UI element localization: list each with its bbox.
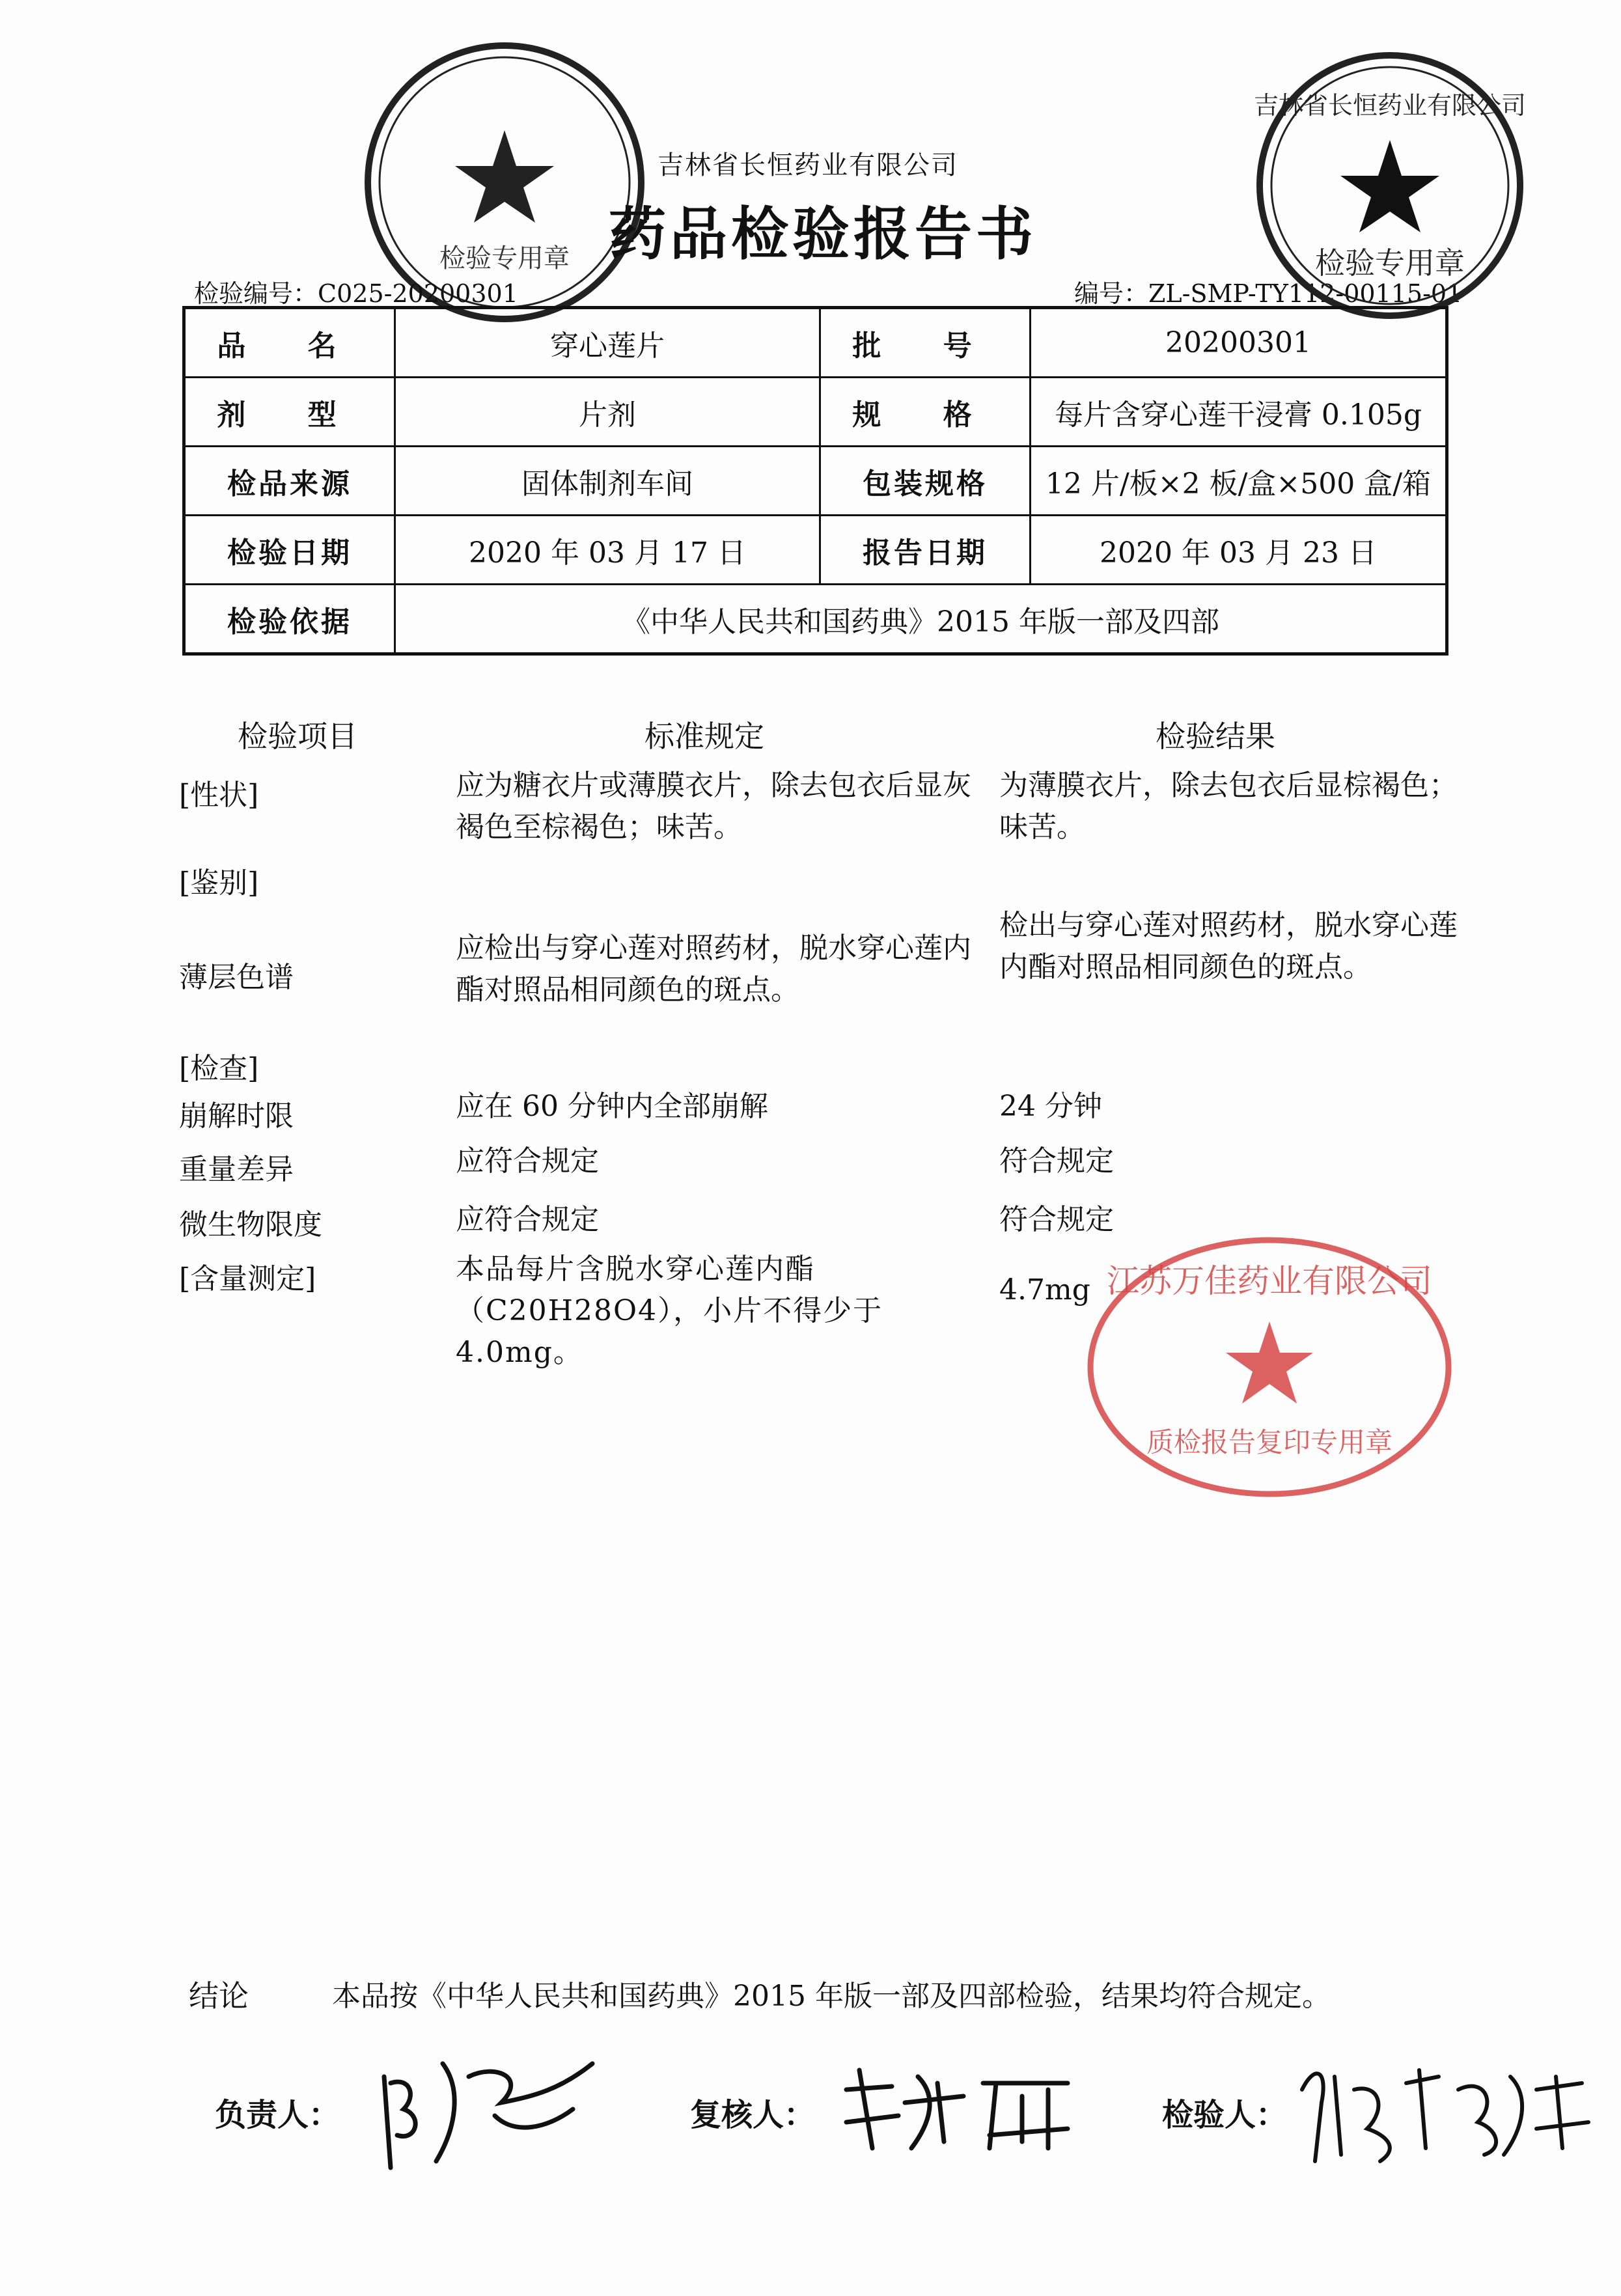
result-item: 薄层色谱 — [179, 961, 294, 994]
result-standard: 本品每片含脱水穿心莲内酯（C20H28O4），小片不得少于 4.0mg。 — [456, 1252, 883, 1369]
spec-value: 每片含穿心莲干浸膏 0.105g — [1031, 378, 1447, 447]
svg-text:检验专用章: 检验专用章 — [1315, 245, 1465, 281]
table-row — [184, 378, 1447, 447]
reviewer-label: 复核人： — [690, 2097, 816, 2133]
package-value: 12 片/板×2 板/盒×500 盒/箱 — [1031, 447, 1447, 516]
source-value: 固体制剂车间 — [395, 447, 820, 516]
basis-value: 《中华人民共和国药典》2015 年版一部及四部 — [395, 585, 1447, 654]
source-label: 检品来源 — [184, 447, 395, 516]
result-standard: 应符合规定 — [456, 1144, 599, 1178]
column-header-item: 检验项目 — [238, 719, 357, 754]
report-date-label: 报告日期 — [820, 516, 1031, 585]
reviewer-signature — [833, 2057, 1081, 2161]
inspection-number-label: 检验编号： — [194, 279, 318, 308]
svg-text:吉林省长恒药业有限公司: 吉林省长恒药业有限公司 — [1253, 91, 1527, 120]
result-standard: 应符合规定 — [456, 1203, 599, 1236]
table-row — [184, 585, 1447, 654]
inspector-signature — [1289, 2051, 1595, 2168]
batch-label: 批 号 — [820, 308, 1031, 378]
result-item: [鉴别] — [179, 866, 259, 900]
product-name-value: 穿心莲片 — [395, 308, 820, 378]
result-item: 微生物限度 — [179, 1208, 322, 1241]
column-header-result: 检验结果 — [1156, 719, 1275, 754]
result-item: [含量测定] — [179, 1262, 316, 1295]
table-row — [184, 447, 1447, 516]
result-value: 4.7mg — [999, 1273, 1090, 1307]
inspector-label: 检验人： — [1162, 2097, 1288, 2133]
table-row — [184, 516, 1447, 585]
result-item: [性状] — [179, 779, 259, 812]
result-standard: 应在 60 分钟内全部崩解 — [456, 1090, 768, 1123]
table-row — [184, 308, 1447, 378]
document-number-value: ZL-SMP-TY112-00115-01 — [1148, 279, 1463, 308]
responsible-label: 负责人： — [215, 2097, 340, 2133]
dosage-form-value: 片剂 — [395, 378, 820, 447]
package-label: 包装规格 — [820, 447, 1031, 516]
result-value: 24 分钟 — [999, 1090, 1102, 1123]
company-name: 吉林省长恒药业有限公司 — [658, 150, 958, 180]
svg-text:质检报告复印专用章: 质检报告复印专用章 — [1146, 1426, 1393, 1458]
result-value: 检出与穿心莲对照药材，脱水穿心莲内酯对照品相同颜色的斑点。 — [999, 909, 1458, 984]
report-title: 药品检验报告书 — [609, 200, 1038, 268]
result-standard: 应为糖衣片或薄膜衣片，除去包衣后显灰褐色至棕褐色；味苦。 — [456, 769, 971, 844]
svg-text:江苏万佳药业有限公司: 江苏万佳药业有限公司 — [1107, 1262, 1432, 1300]
conclusion-text: 本品按《中华人民共和国药典》2015 年版一部及四部检验，结果均符合规定。 — [332, 1980, 1331, 2013]
basis-label: 检验依据 — [184, 585, 395, 654]
result-standard: 应检出与穿心莲对照药材，脱水穿心莲内酯对照品相同颜色的斑点。 — [456, 932, 971, 1006]
result-value: 符合规定 — [999, 1144, 1114, 1178]
company-seal-right — [1247, 42, 1533, 329]
inspection-number-value: C025-20200301 — [318, 279, 518, 308]
conclusion-label: 结论 — [189, 1978, 249, 2013]
responsible-signature — [365, 2038, 612, 2181]
spec-label: 规 格 — [820, 378, 1031, 447]
result-value: 为薄膜衣片，除去包衣后显棕褐色；味苦。 — [999, 769, 1458, 844]
product-info-table — [182, 306, 1448, 656]
test-date-value: 2020 年 03 月 17 日 — [395, 516, 820, 585]
batch-value: 20200301 — [1031, 308, 1447, 378]
result-value: 符合规定 — [999, 1203, 1114, 1236]
dosage-form-label: 剂 型 — [184, 378, 395, 447]
product-name-label: 品 名 — [184, 308, 395, 378]
test-date-label: 检验日期 — [184, 516, 395, 585]
column-header-standard: 标准规定 — [644, 719, 764, 754]
inspection-number — [194, 273, 518, 309]
result-item: [检查] — [179, 1052, 259, 1085]
copy-seal-red — [1081, 1230, 1458, 1504]
svg-text:检验专用章: 检验专用章 — [439, 243, 570, 273]
document-number-label: 编号： — [1074, 279, 1149, 308]
result-item: 崩解时限 — [179, 1100, 294, 1133]
result-item: 重量差异 — [179, 1153, 294, 1186]
report-date-value: 2020 年 03 月 23 日 — [1031, 516, 1447, 585]
